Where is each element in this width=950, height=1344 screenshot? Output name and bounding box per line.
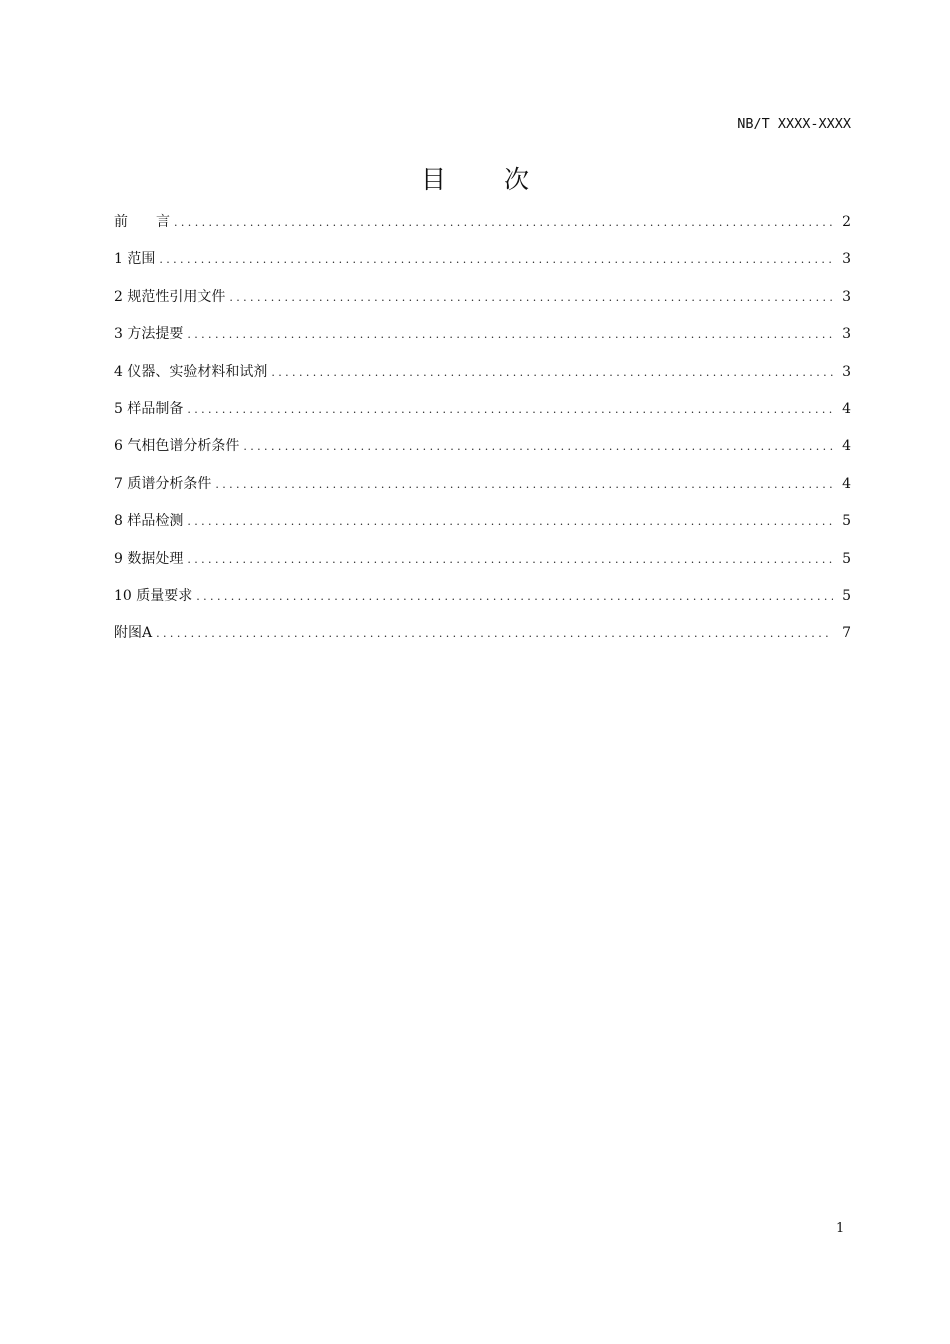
toc-entry-page: 7: [842, 625, 851, 642]
toc-dot-leader: [229, 287, 833, 309]
toc-dot-leader: [271, 362, 833, 384]
toc-entry-label: 4 仪器、实验材料和试剂: [114, 363, 268, 380]
toc-entry-label: 7 质谱分析条件: [114, 475, 212, 492]
toc-entry-label: 9 数据处理: [114, 550, 184, 567]
toc-list: [114, 211, 851, 660]
toc-entry-page: 5: [842, 587, 851, 604]
toc-entry-page: 4: [842, 475, 851, 492]
standard-code: NB/T XXXX-XXXX: [737, 116, 851, 132]
toc-entry-gc-conditions[interactable]: [114, 435, 851, 472]
toc-entry-page: 3: [842, 326, 851, 343]
toc-entry-page: 3: [842, 288, 851, 305]
toc-entry-label: 前 言: [114, 214, 170, 230]
toc-entry-normative-references[interactable]: [114, 286, 851, 323]
toc-entry-method-summary[interactable]: [114, 323, 851, 360]
toc-entry-foreword[interactable]: [114, 211, 851, 248]
toc-entry-label: 3 方法提要: [114, 326, 184, 343]
toc-entry-ms-conditions[interactable]: [114, 473, 851, 510]
toc-dot-leader: [187, 324, 833, 346]
toc-entry-page: 4: [842, 438, 851, 455]
toc-entry-label: 附图A: [114, 625, 153, 642]
toc-dot-leader: [156, 623, 833, 645]
toc-entry-page: 4: [842, 400, 851, 417]
toc-entry-label: 1 范围: [114, 251, 156, 268]
toc-entry-page: 5: [842, 550, 851, 567]
page-number: 1: [836, 1221, 845, 1236]
toc-entry-data-processing[interactable]: [114, 548, 851, 585]
toc-dot-leader: [196, 586, 833, 608]
toc-entry-quality-requirements[interactable]: [114, 585, 851, 622]
toc-entry-page: 2: [842, 214, 851, 230]
toc-entry-label: 10 质量要求: [114, 587, 193, 604]
toc-dot-leader: [174, 212, 833, 234]
toc-entry-page: 5: [842, 513, 851, 530]
toc-dot-leader: [215, 474, 833, 496]
toc-dot-leader: [159, 249, 833, 271]
toc-dot-leader: [187, 399, 833, 421]
toc-entry-instruments-materials[interactable]: [114, 361, 851, 398]
toc-entry-label: 2 规范性引用文件: [114, 288, 226, 305]
toc-entry-page: 3: [842, 363, 851, 380]
toc-dot-leader: [243, 436, 833, 458]
toc-dot-leader: [187, 511, 833, 533]
toc-dot-leader: [187, 549, 833, 571]
toc-entry-page: 3: [842, 251, 851, 268]
toc-entry-appendix-figure-a[interactable]: [114, 622, 851, 659]
toc-entry-sample-detection[interactable]: [114, 510, 851, 547]
toc-title: 目次: [420, 165, 587, 194]
toc-entry-scope[interactable]: [114, 248, 851, 285]
toc-entry-label: 5 样品制备: [114, 400, 184, 417]
toc-entry-label: 8 样品检测: [114, 513, 184, 530]
toc-entry-label: 6 气相色谱分析条件: [114, 438, 240, 455]
toc-entry-sample-preparation[interactable]: [114, 398, 851, 435]
